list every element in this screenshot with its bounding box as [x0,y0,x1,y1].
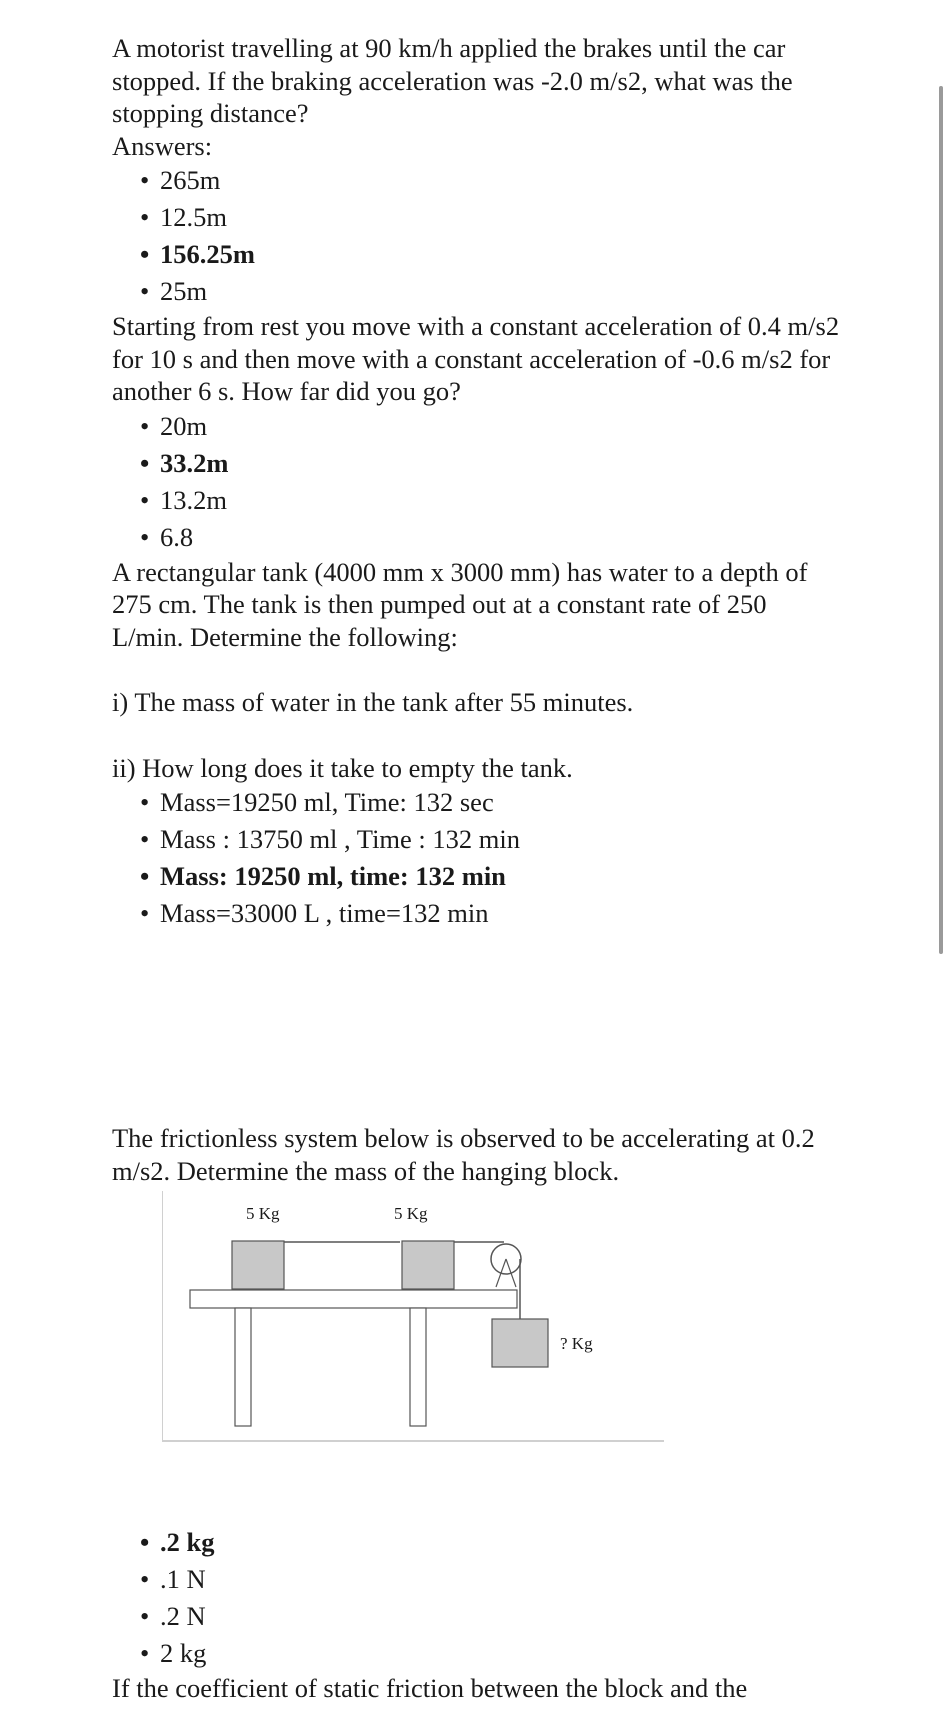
question-2-text: Starting from rest you move with a constant acceleration of 0.4 m/s2 for 10 s and then move with a constant acceleration of -0.6 m/s2 for another 6 s. How far did you go? [112,311,840,406]
block-2-label: 5 Kg [394,1204,428,1223]
block-2 [402,1241,454,1289]
list-item: • Mass : 13750 ml , Time : 132 min [140,821,842,858]
table-top [190,1290,517,1308]
list-item: • Mass=19250 ml, Time: 132 sec [140,784,842,821]
list-item: • 25m [140,273,842,310]
question-1-text: A motorist travelling at 90 km/h applied the brakes until the car stopped. If the braking acceleration was -2.0 m/s2, what was the stopping distance? [112,33,793,128]
table-leg-right [410,1308,426,1426]
list-item: • 2 kg [140,1635,842,1672]
list-item-correct: • Mass: 19250 ml, time: 132 min [140,858,842,895]
question-1-options [140,162,842,310]
list-item: • 12.5m [140,199,842,236]
list-item-correct: • 156.25m [140,236,842,273]
hanging-block-label: ? Kg [560,1334,593,1353]
list-item: • .2 N [140,1598,842,1635]
document-content [112,32,842,1705]
list-item: • 13.2m [140,482,842,519]
answers-label: Answers: [112,130,213,161]
question-2-options [140,408,842,556]
question-4-options [140,1524,842,1672]
block-1 [232,1241,284,1289]
list-item: • Mass=33000 L , time=132 min [140,895,842,932]
list-item-correct: • 33.2m [140,445,842,482]
hanging-block [492,1319,548,1367]
table-leg-left [235,1308,251,1426]
scrollbar[interactable] [939,86,943,954]
question-3-text: A rectangular tank (4000 mm x 3000 mm) has water to a depth of 275 cm. The tank is then pumped out at a constant rate of 250 L/min. Determine the following: [112,556,808,652]
list-item: • 6.8 [140,519,842,556]
question-5-text: If the coefficient of static friction between the block and the [112,1673,748,1703]
list-item: • 265m [140,162,842,199]
question-3-options [140,784,842,932]
block-1-label: 5 Kg [246,1204,280,1223]
question-3-part-i: i) The mass of water in the tank after 55 minutes. [112,687,634,717]
question-3-part-ii: ii) How long does it take to empty the tank. [112,752,573,783]
pulley-system-figure [162,1191,722,1466]
list-item: • .1 N [140,1561,842,1598]
list-item-correct: • .2 kg [140,1524,842,1561]
question-4-text: The frictionless system below is observed to be accelerating at 0.2 m/s2. Determine the mass of the hanging block. [112,1123,815,1186]
list-item: • 20m [140,408,842,445]
